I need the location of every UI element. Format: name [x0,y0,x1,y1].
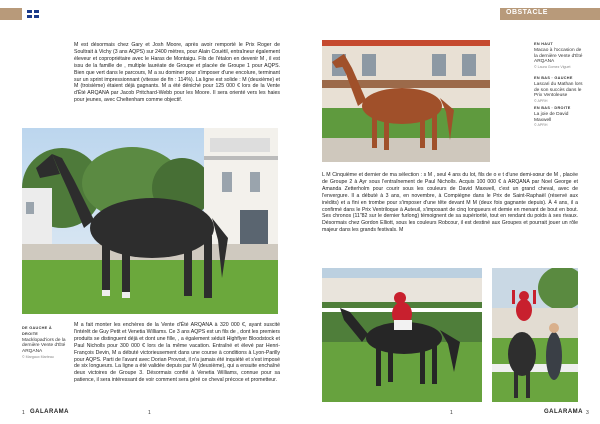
magazine-logo-left: GALARAMA [30,409,69,415]
uk-flag-icon [27,10,39,18]
photo-black-horse [22,128,278,314]
page-number-right: 3 [586,410,589,416]
photo-race-jockey [322,268,482,402]
caption-credit: © Laura Gomez Viguet [534,65,571,70]
caption-text: Macao à l'occasion de la dernière Vente d'Été ARQANA [534,47,583,65]
article-paragraph-1: M est désormais chez Gary et Josh Moore, après avoir remporté le Prix Roger de Soultrait à Vichy (3 ans AQPS) sur 2400 mètres, pour Alain Couétil, entraîneur également éleveur et copropriétaire avec le Haras de Montaigu. Fils de l'étalon en devenir M , il est issu de la famille de , multiple lauréate de Groupe et placée de Groupe 1 pour AQPS. Bien que vert dans le parcours, M a su dominer pour s'imposer d'une encolure, terminant sur un sprint impressionnant (vitesse de fin : 114%). La ligne est solide : M (deuxième) et M (troisième) étaient déjà gagnants. M a été déniché pour 125 000 € lors de la Vente d'Été ARQANA par Jacob Pritchard-Webb pour les Moore. Il sera orienté vers les haies pour jeunes, avec Cheltenham comme objectif. [74,42,280,104]
caption-label: EN BAS · GAUCHE [534,76,573,80]
magazine-logo-right: GALARAMA [544,409,583,415]
header-tab [0,8,22,20]
caption-credit: © Margaux Marteau [22,354,54,359]
caption-credit: © APRH [534,99,548,104]
caption-credit: © APRH [534,123,548,128]
caption-bottom-right [534,106,584,129]
right-page [300,0,600,424]
caption-left [22,326,68,361]
article-paragraph-3: L M Cinquième et dernier de ma sélection : s M , seul 4 ans du lot, fils de o e t d'une demi-sœur de M , placée de Groupe 2 à Ayr sous l'entraînement de Paul Nicholls. Acquis 100 000 € à ARQANA par Noel George et Amanda Zetterholm pour courir sous les couleurs de David Maxwell, c'est un grand cheval, avec de l'envergure. Il a débuté à 3 ans, en novembre, à Compiègne dans le Prix de Saint-Raphaël (réservé aux inédits) et a fini en trombe pour s'imposer d'une tête devant M M (deux fois gagnante depuis). À 4 ans, il a confirmé dans le Prix Ventriloque à Auteuil, s'imposant de cinq longueurs et demie en menant de bout en bout. Ses chronos (11"82 sur le dernier furlong) témoignent de sa supériorité, tout en rendant du poids à ses rivaux. Désormais chez Gordon Elliott, sous les couleurs Robcour, il est destiné aux Groupes et pourrait jouer un rôle majeur dans les grands festivals. M [322,172,578,234]
section-title: OBSTACLE [506,9,548,16]
page-number-center: 1 [148,410,151,416]
page-number-left: 1 [22,410,25,416]
photo-chestnut-horse [322,40,490,162]
caption-text: Macklopad'iors de la dernière Vente d'Été ARQANA [22,337,66,355]
caption-text: La joie de David Maxwell [534,111,569,123]
caption-top [534,42,584,71]
page-number-center: 1 [450,410,453,416]
caption-label: EN BAS · DROITE [534,106,571,110]
caption-label: EN HAUT [534,42,553,46]
article-paragraph-2: M a fait monter les enchères de la Vente d'Été ARQANA à 320 000 €, ayant suscité l'intérêt de Guy Petit et Venetia Williams. Ce 3 ans AQPS est un fils de , dont les premiers produits se distinguent déjà et dont une fille, , a également séduit Highflyer Bloodstock et Paul Nicholls pour 300 000 € lors de la même vacation. Entraîné et élevé par Henri-François Devin, M a débuté victorieusement dans une course à conditions à Lyon-Parilly pour AQPS. Parti de l'avant avec Dorian Provost, il n'a jamais été inquiété et s'est imposé de six longueurs. La ligne a été validée depuis par M (deuxième), qui a ensuite enchaîné deux victoires de Groupe 3. Désormais confié à Venetia Williams, connue pour sa patience, il sera intéressant de voir comment sera géré ce cheval précoce et prometteur. [74,322,280,384]
caption-label: DE GAUCHE À DROITE [22,326,52,336]
photo-celebration [492,268,578,402]
caption-text: Lascari du Mathan lors de son succès dans le Prix Ventoleuse [534,81,583,99]
caption-bottom-left [534,76,584,105]
